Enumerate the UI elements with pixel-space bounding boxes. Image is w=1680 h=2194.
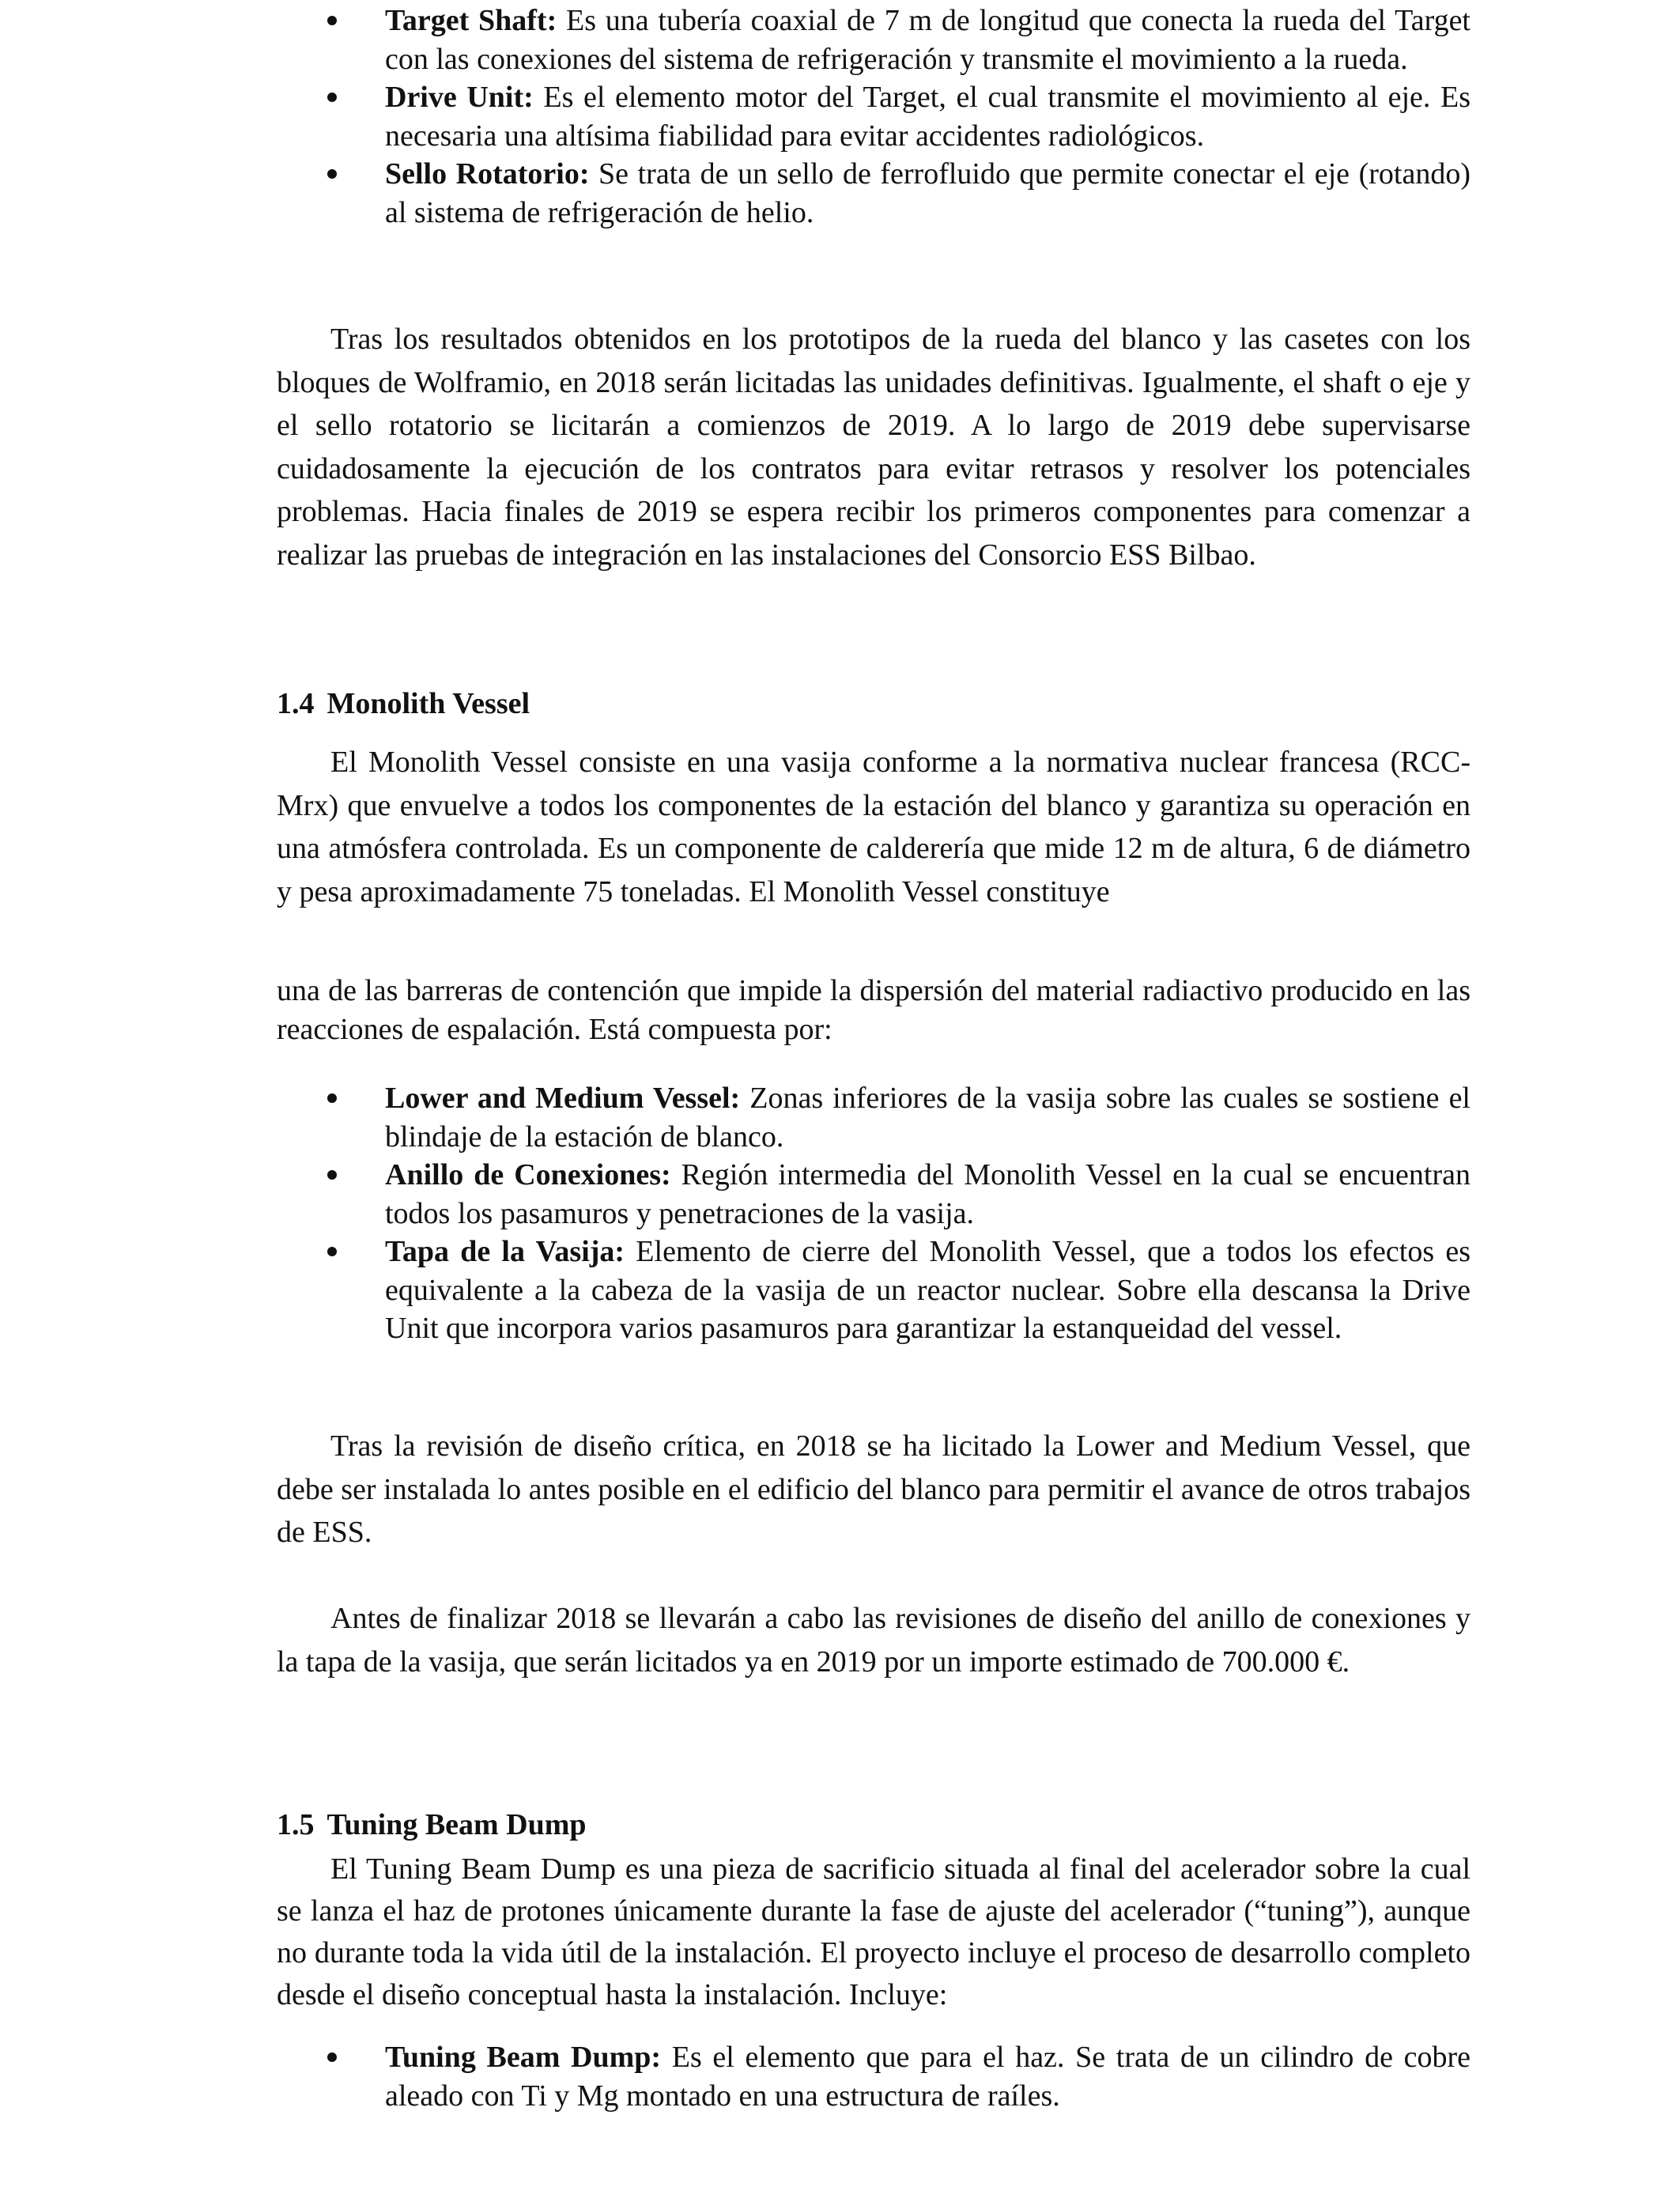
- bullet-icon: [327, 2052, 337, 2062]
- bullet-icon: [327, 1247, 337, 1256]
- list-item-term: Drive Unit:: [385, 81, 534, 114]
- bullet-icon: [327, 93, 337, 102]
- list-item: [277, 155, 1470, 232]
- list-item-text: Es una tubería coaxial de 7 m de longitud que conecta la rueda del Target con las conexiones del sistema de refrigeración y transmite el movimiento a la rueda.: [385, 4, 1470, 76]
- list-item-term: Target Shaft:: [385, 4, 557, 37]
- bullet-icon: [327, 1170, 337, 1180]
- section-heading-tuning-beam-dump: [277, 1806, 587, 1844]
- section-title: Tuning Beam Dump: [327, 1808, 587, 1841]
- list-item: [277, 1156, 1470, 1233]
- section-heading-monolith-vessel: [277, 685, 530, 723]
- list-item-term: Tuning Beam Dump:: [385, 2041, 662, 2074]
- paragraph-monolith-composition: una de las barreras de contención que impide la dispersión del material radiactivo producido en las reacciones de espalación. Está compuesta por:: [277, 974, 1470, 1046]
- list-item-text: Es el elemento motor del Target, el cual transmite el movimiento al eje. Es necesaria una altísima fiabilidad para evitar accidentes radiológicos.: [385, 81, 1470, 153]
- target-components-list: [277, 2, 1470, 232]
- section-number: 1.5: [277, 1808, 315, 1841]
- list-item-text: Es el elemento que para el haz. Se trata de un cilindro de cobre aleado con Ti y Mg montado en una estructura de raíles.: [385, 2041, 1470, 2113]
- list-item-text: Región intermedia del Monolith Vessel en la cual se encuentran todos los pasamuros y penetraciones de la vasija.: [385, 1158, 1470, 1230]
- paragraph-tuning-beam-dump: El Tuning Beam Dump es una pieza de sacrificio situada al final del acelerador sobre la cual se lanza el haz de protones únicamente durante la fase de ajuste del acelerador (“tuning”), aunque no durante toda la vida útil de la instalación. El proyecto incluye el proceso de desarrollo completo desde el diseño conceptual hasta la instalación. Incluye:: [277, 1852, 1470, 2011]
- section-number: 1.4: [277, 687, 315, 720]
- list-item: [277, 2038, 1470, 2115]
- paragraph-design-reviews: Antes de finalizar 2018 se llevarán a cabo las revisiones de diseño del anillo de conexiones y la tapa de la vasija, que serán licitados ya en 2019 por un importe estimado de 700.000 €.: [277, 1602, 1470, 1679]
- list-item: [277, 2, 1470, 78]
- section-title: Monolith Vessel: [327, 687, 530, 720]
- list-item-term: Anillo de Conexiones:: [385, 1158, 671, 1191]
- list-item-text: Zonas inferiores de la vasija sobre las cuales se sostiene el blindaje de la estación de blanco.: [385, 1082, 1470, 1154]
- paragraph-target-tenders: Tras los resultados obtenidos en los prototipos de la rueda del blanco y las casetes con los bloques de Wolframio, en 2018 serán licitadas las unidades definitivas. Igualmente, el shaft o eje y el sello rotatorio se licitarán a comienzos de 2019. A lo largo de 2019 debe supervisarse cuidadosamente la ejecución de los contratos para evitar retrasos y resolver los potenciales problemas. Hacia finales de 2019 se espera recibir los primeros componentes para comenzar a realizar las pruebas de integración en las instalaciones del Consorcio ESS Bilbao.: [277, 323, 1470, 572]
- tuning-beam-dump-list: [277, 2038, 1470, 2115]
- list-item-term: Lower and Medium Vessel:: [385, 1082, 741, 1115]
- monolith-parts-list: [277, 1079, 1470, 1348]
- bullet-icon: [327, 169, 337, 179]
- list-item: [277, 1233, 1470, 1348]
- list-item-term: Tapa de la Vasija:: [385, 1235, 625, 1268]
- list-item: [277, 1079, 1470, 1156]
- list-item-text: Se trata de un sello de ferrofluido que permite conectar el eje (rotando) al sistema de refrigeración de helio.: [385, 157, 1470, 229]
- list-item-term: Sello Rotatorio:: [385, 157, 590, 191]
- paragraph-monolith-intro: El Monolith Vessel consiste en una vasija conforme a la normativa nuclear francesa (RCC-Mrx) que envuelve a todos los componentes de la estación del blanco y garantiza su operación en una atmósfera controlada. Es un componente de calderería que mide 12 m de altura, 6 de diámetro y pesa aproximadamente 75 toneladas. El Monolith Vessel constituye: [277, 746, 1470, 908]
- list-item: [277, 78, 1470, 155]
- list-item-text: Elemento de cierre del Monolith Vessel, que a todos los efectos es equivalente a la cabeza de la vasija de un reactor nuclear. Sobre ella descansa la Drive Unit que incorpora varios pasamuros para garantizar la estanqueidad del vessel.: [385, 1235, 1470, 1345]
- bullet-icon: [327, 1093, 337, 1103]
- bullet-icon: [327, 16, 337, 25]
- paragraph-lower-vessel-tender: Tras la revisión de diseño crítica, en 2018 se ha licitado la Lower and Medium Vessel, que debe ser instalada lo antes posible en el edificio del blanco para permitir el avance de otros trabajos de ESS.: [277, 1429, 1470, 1549]
